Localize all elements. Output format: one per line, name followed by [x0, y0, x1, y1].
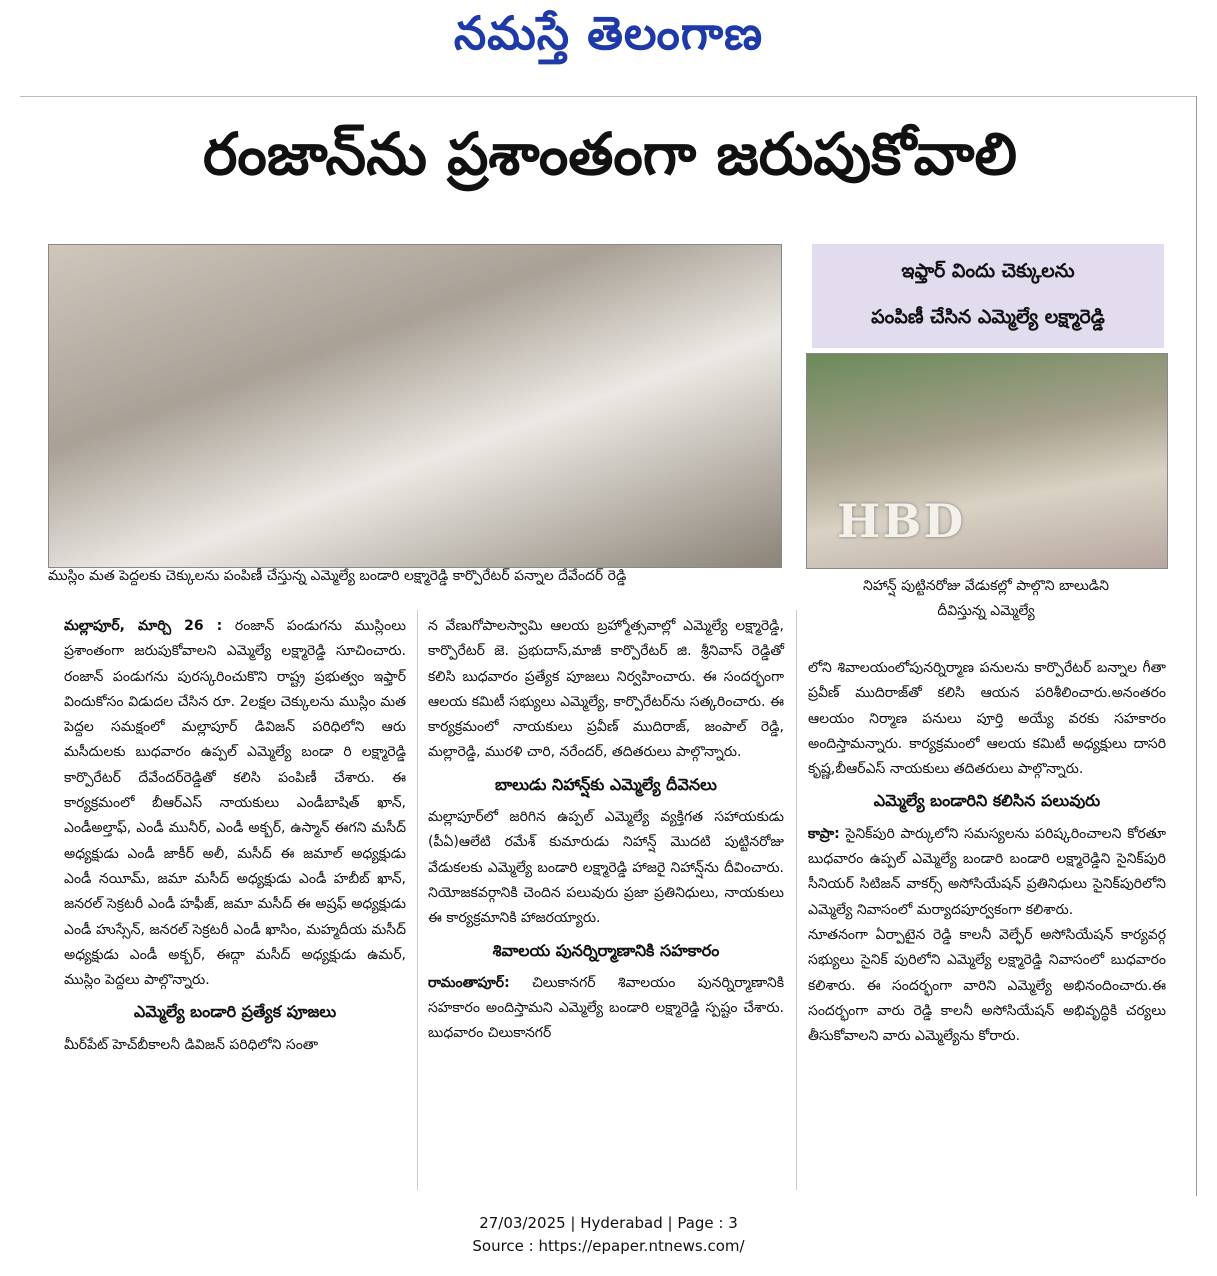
dateline: మల్లాపూర్‌, మార్చి 26 : [64, 618, 223, 634]
article-text: నూతనంగా ఏర్పాటైన రెడ్డి కాలనీ వెల్ఫేర్‌ అసోసియేషన్‌ కార్యవర్గ సభ్యులు సైనిక్‌ పురిలోని ఎమ్మెల్యే లక్ష్మారెడ్డి నివాసంలో బుధవారం కలిశారు. ఈ సందర్భంగా వారిని ఎమ్మెల్యే అభినందించారు.ఈ సందర్భంగా వారు రెడ్డి కాలనీ అసోసియేషన్‌ అభివృద్ధికి చర్యలు తీసుకోవాలని వారు ఎమ్మెల్యేను కోరారు. [808, 926, 1166, 1045]
side-photo-caption [806, 574, 1166, 624]
article-paragraph [64, 614, 406, 993]
subheading: శివాలయ పునర్నిర్మాణానికి సహకారం [492, 940, 720, 960]
subheading: ఎమ్మెల్యే బండారి ప్రత్యేక పూజలు [133, 1002, 337, 1022]
sidebar-headline-box [812, 244, 1164, 348]
subheading: బాలుడు నిహాన్ష్‌కు ఎమ్మెల్యే దీవెనలు [495, 774, 717, 794]
sidebar-headline-line2: పంపిణీ చేసిన ఎమ్మెల్యే లక్ష్మారెడ్డి [871, 306, 1105, 328]
article-text: మీర్‌పేట్‌ హెచ్‌బీకాలనీ డివిజన్‌ పరిధిలోని సంతా [64, 1036, 319, 1053]
main-photo [48, 244, 782, 568]
column-divider [417, 610, 418, 1190]
article-paragraph [808, 822, 1166, 923]
masthead-logo: నమస్తే తెలంగాణ [453, 6, 764, 60]
article-column-1 [64, 614, 406, 1058]
dateline: రామంతాపూర్‌: [428, 974, 510, 991]
article-text: న వేణుగోపాలస్వామి ఆలయ బ్రహ్మోత్సవాల్లో ఎమ్మెల్యే లక్ష్మారెడ్డి, కార్పొరేటర్‌ జె. ప్రభుదాస్‌,మాజీ కార్పొరేటర్‌ జి. శ్రీనివాస్‌ రెడ్డితో కలిసి బుధవారం ప్రత్యేక పూజలు నిర్వహించారు. ఈ సందర్భంగా ఆలయ కమిటీ సభ్యులు ఎమ్మెల్యే, కార్పొరేటర్‌ను సత్కరించారు. ఈ కార్యక్రమంలో నాయకులు ప్రవీణ్‌ ముదిరాజ్‌, జంపాల్‌ రెడ్డి, మల్లారెడ్డి, మురళి చారి, నరేందర్‌, తదితరులు పాల్గొన్నారు. [428, 618, 784, 761]
article-column-2 [428, 614, 784, 1047]
dateline: కాప్రా: [808, 825, 840, 842]
article-text: మల్లాపూర్‌లో జరిగిన ఉప్పల్‌ ఎమ్మెల్యే వ్యక్తిగత సహాయకుడు (పీఏ)ఆలేటి రమేశ్‌ కుమారుడు నిహాన్ష్‌ మొదటి పుట్టినరోజు వేడుకలకు ఎమ్మెల్యే బండారి లక్ష్మారెడ్డి హాజరై నిహాన్ష్‌ను దీవించారు. నియోజకవర్గానికి చెందిన పలువురు ప్రజా ప్రతినిధులు, నాయకులు ఈ కార్యక్రమానికి హాజరయ్యారు. [428, 809, 784, 927]
article-text: సైనిక్‌పురి పార్కులోని సమస్యలను పరిష్కరించాలని కోరతూ బుధవారం ఉప్పల్‌ ఎమ్మెల్యే బండారి బండారి లక్ష్మారెడ్డిని సైనిక్‌పురి సీనియర్‌ సిటిజన్‌ వాకర్స్‌ అసోసియేషన్‌ ప్రతినిధులు సైనిక్‌పురిలోని ఎమ్మెల్యే నివాసంలో మర్యాదపూర్వకంగా కలిశారు. [808, 825, 1166, 918]
side-caption-line1: నిహాన్ష్‌ పుట్టినరోజు వేడుకల్లో పాల్గొని బాలుడిని [863, 578, 1109, 594]
article-column-3 [808, 656, 1166, 1049]
article-text: చిలుకానగర్‌ శివాలయం పునర్నిర్మాణానికి సహకారం అందిస్తామని ఎమ్మెల్యే బండారి లక్ష్మారెడ్డి స్పష్టం చేశారు. బుధవారం చిలుకానగర్‌ [428, 974, 784, 1042]
column-divider [796, 610, 797, 1190]
side-caption-line2: దీవిస్తున్న ఎమ్మెల్యే [937, 603, 1035, 619]
side-photo [806, 353, 1168, 569]
article-text: రంజాన్‌ పండుగను ముస్లింలు ప్రశాంతంగా జరుపుకోవాలని ఎమ్మెల్యే లక్ష్మారెడ్డి సూచించారు. రంజాన్‌ పండుగను పురస్కరించుకొని రాష్ట్ర ప్రభుత్వం ఇఫ్తార్‌ విందుకోసం విడుదల చేసిన రూ. 2లక్షల చెక్కులను ముస్లిం మత పెద్దల సమక్షంలో మల్లాపూర్‌ డివిజన్‌ పరిధిలోని ఆరు మసీదులకు బుధవారం ఉప్పల్‌ ఎమ్మెల్యే బండా రి లక్ష్మారెడ్డి కార్పొరేటర్‌ దేవేందర్‌రెడ్డితో కలిసి పంపిణీ చేశారు. ఈ కార్యక్రమంలో బీఆర్‌ఎస్‌ నాయకులు ఎండీబాషిత్‌ ఖాన్‌, ఎండీఅల్తాఫ్‌, ఎండీ మునీర్‌, ఎండీ అక్బర్‌, ఉస్మాన్‌ ఈగని మసీద్‌ అధ్యక్షుడు ఎండీ జాకీర్‌ అలీ, మసీద్‌ ఈ జమాల్‌ అధ్యక్షుడు ఎండీ నయీమ్‌, జమా మసీద్‌ అధ్యక్షుడు ఎండీ హబీబ్‌ ఖాన్‌, జనరల్‌ సెక్రటరీ ఎండీ హఫీజ్‌, జమా మసీద్‌ ఈ అష్రఫ్‌ అధ్యక్షుడు ఎండీ హుస్సేన్‌, జనరల్‌ సెక్రటరీ ఎండీ ఖాసిం, మహ్మదీయ మసీద్‌ అధ్యక్షుడు ఎండీ అక్బర్‌, ఈద్గా మసీద్‌ అధ్యక్షుడు ఉమర్‌, ముస్లిం పెద్దలు పాల్గొన్నారు. [64, 618, 406, 989]
masthead-divider [20, 96, 1197, 97]
article-headline: రంజాన్‌ను ప్రశాంతంగా జరుపుకోవాలి [203, 120, 1017, 188]
main-photo-caption: ముస్లిం మత పెద్దలకు చెక్కులను పంపిణీ చేస్తున్న ఎమ్మెల్యే బండారి లక్ష్మారెడ్డి కార్పొరేటర్‌ పన్నాల దేవేందర్‌ రెడ్డి [48, 568, 627, 584]
footer-date-page: 27/03/2025 | Hyderabad | Page : 3 [479, 1214, 738, 1232]
sidebar-headline-line1: ఇఫ్తార్‌ విందు చెక్కులను [901, 260, 1075, 282]
hbd-cake-topper: HBD [837, 494, 966, 548]
article-paragraph [428, 971, 784, 1047]
footer-source: Source : https://epaper.ntnews.com/ [472, 1237, 745, 1255]
article-text: లోని శివాలయంలోపునర్నిర్మాణ పనులను కార్పొరేటర్‌ బన్నాల గీతా ప్రవీణ్‌ ముదిరాజ్‌తో కలిసి ఆయన పరిశీలించారు.అనంతరం ఆలయం నిర్మాణ పనులు పూర్తి అయ్యే వరకు సహకారం అందిస్తామన్నారు. కార్యక్రమంలో ఆలయ కమిటీ అధ్యక్షులు దాసరి కృష్ణ,బీఆర్‌ఎస్‌ నాయకులు తదితరులు పాల్గొన్నారు. [808, 660, 1166, 778]
page-border-right [1196, 96, 1197, 1196]
subheading: ఎమ్మెల్యే బండారిని కలిసిన పలువురు [873, 791, 1101, 811]
